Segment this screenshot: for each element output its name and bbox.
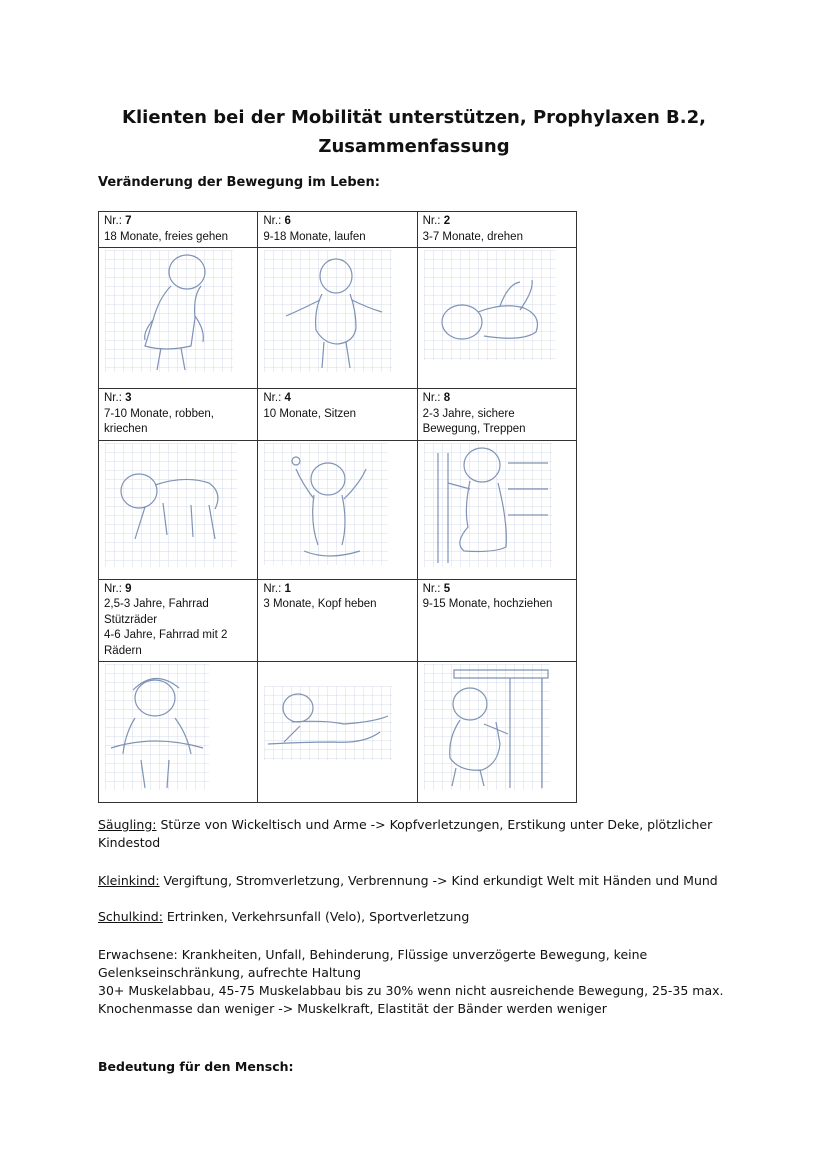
- image-cell-4: [258, 440, 417, 579]
- label-cell-5: [417, 579, 576, 662]
- title-line-2: Zusammenfassung: [318, 136, 510, 157]
- kleinkind-label: Kleinkind:: [98, 873, 160, 888]
- image-cell-1: [258, 662, 417, 803]
- development-table: [98, 211, 577, 803]
- nr-prefix: Nr.:: [104, 215, 122, 227]
- cell-text: 9-15 Monate, hochziehen: [422, 598, 553, 610]
- label-cell-9: [99, 579, 258, 662]
- child-stairs-illustration: [424, 443, 552, 567]
- label-cell-2: [417, 212, 576, 248]
- nr-value: 3: [125, 392, 132, 404]
- cell-text: Stützräder: [104, 613, 158, 626]
- paragraph-saeugling: [98, 816, 738, 852]
- nr-prefix: Nr.:: [104, 582, 122, 595]
- image-cell-8: [417, 440, 576, 579]
- label-cell-6: [258, 212, 417, 248]
- image-cell-3: [99, 440, 258, 579]
- bottom-heading: Bedeutung für den Mensch:: [98, 1059, 294, 1074]
- image-cell-6: [258, 248, 417, 389]
- image-cell-7: [99, 248, 258, 389]
- baby-crawling-illustration: [105, 443, 237, 567]
- page-title: [0, 103, 828, 161]
- nr-prefix: Nr.:: [263, 582, 282, 595]
- saeugling-text: Stürze von Wickeltisch und Arme -> Kopfverletzungen, Erstikung unter Deke, plötzlicher Kindestod: [98, 817, 713, 850]
- schulkind-label: Schulkind:: [98, 909, 163, 924]
- nr-value: 7: [125, 215, 132, 227]
- cell-text: 10 Monate, Sitzen: [263, 407, 357, 420]
- nr-value: 2: [443, 215, 451, 227]
- title-line-1: Klienten bei der Mobilität unterstützen, Prophylaxen B.2,: [122, 107, 706, 128]
- baby-sitting-illustration: [264, 443, 388, 565]
- cell-text: 4-6 Jahre, Fahrrad mit 2: [104, 629, 228, 641]
- paragraph-erwachsene: [98, 946, 738, 1018]
- nr-prefix: Nr.:: [422, 392, 441, 404]
- cell-text: 3-7 Monate, drehen: [422, 230, 523, 243]
- label-cell-3: [99, 389, 258, 441]
- cell-text: 18 Monate, freies gehen: [104, 230, 229, 243]
- nr-value: 9: [125, 582, 132, 595]
- cell-text: 2-3 Jahre, sichere: [422, 407, 515, 420]
- image-cell-5: [417, 662, 576, 803]
- cell-text: 9-18 Monate, laufen: [263, 230, 366, 243]
- saeugling-label: Säugling:: [98, 817, 157, 832]
- erwachsene-text-1: Erwachsene: Krankheiten, Unfall, Behinderung, Flüssige unverzögerte Bewegung, keine Gelenkseinschränkung, aufrechte Haltung: [98, 947, 648, 980]
- cell-text: 3 Monate, Kopf heben: [263, 598, 377, 610]
- label-cell-4: [258, 389, 417, 441]
- cell-text: Rädern: [104, 644, 142, 657]
- baby-walking-illustration: [264, 250, 392, 372]
- label-cell-8: [417, 389, 576, 441]
- section-heading: Veränderung der Bewegung im Leben:: [98, 175, 380, 190]
- cell-text: Bewegung, Treppen: [422, 423, 526, 435]
- paragraph-schulkind: [98, 908, 738, 926]
- cell-text: kriechen: [104, 423, 148, 435]
- erwachsene-text-2: 30+ Muskelabbau, 45-75 Muskelabbau bis zu 30% wenn nicht ausreichende Bewegung, 25-35 max. Knochenmasse dan weniger -> Muskelkraft, Elastität der Bänder werden weniger: [98, 983, 724, 1016]
- toddler-standing-illustration: [105, 250, 233, 372]
- nr-prefix: Nr.:: [104, 392, 122, 404]
- baby-pulling-up-illustration: [424, 664, 550, 790]
- nr-value: 4: [284, 392, 291, 404]
- nr-value: 6: [284, 215, 291, 227]
- baby-lifting-head-illustration: [264, 686, 392, 760]
- child-bicycle-illustration: [105, 664, 209, 790]
- schulkind-text: Ertrinken, Verkehrsunfall (Velo), Sportverletzung: [162, 909, 470, 924]
- image-cell-2: [417, 248, 576, 389]
- kleinkind-text: Vergiftung, Stromverletzung, Verbrennung -> Kind erkundigt Welt mit Händen und Mund: [159, 873, 718, 888]
- label-cell-7: [99, 212, 258, 248]
- baby-rolling-illustration: [424, 250, 556, 360]
- label-cell-1: [258, 579, 417, 662]
- nr-prefix: Nr.:: [263, 392, 282, 404]
- cell-text: 2,5-3 Jahre, Fahrrad: [104, 598, 209, 610]
- cell-text: 7-10 Monate, robben,: [104, 407, 214, 420]
- image-cell-9: [99, 662, 258, 803]
- nr-value: 1: [284, 582, 291, 595]
- nr-value: 8: [443, 392, 451, 404]
- nr-value: 5: [443, 582, 451, 595]
- nr-prefix: Nr.:: [422, 215, 441, 227]
- nr-prefix: Nr.:: [263, 215, 282, 227]
- paragraph-kleinkind: [98, 872, 738, 890]
- nr-prefix: Nr.:: [422, 582, 441, 595]
